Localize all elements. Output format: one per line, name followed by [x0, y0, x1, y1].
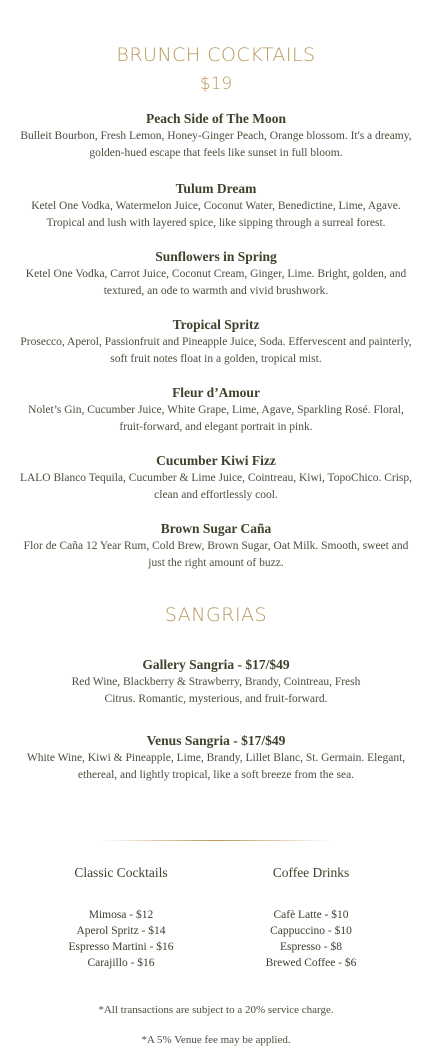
menu-item-description: Ketel One Vodka, Watermelon Juice, Coconut Water, Benedictine, Lime, Agave. Tropical and lush with layered spice, like sipping through a surreal forest.: [31, 200, 401, 229]
classic-cocktails-column: [26, 865, 216, 971]
menu-item-name: Peach Side of The Moon: [145, 111, 286, 126]
menu-item-name: Fleur d’Amour: [172, 385, 260, 400]
venue-fee-note: *A 5% Venue fee may be applied.: [141, 1034, 291, 1046]
service-charge-note: *All transactions are subject to a 20% service charge.: [98, 1004, 334, 1016]
menu-item-description: Nolet’s Gin, Cucumber Juice, White Grape, Lime, Agave, Sparkling Rosé. Floral, fruit-forward, and elegant portrait in pink.: [28, 404, 404, 433]
menu-item-description: Bulleit Bourbon, Fresh Lemon, Honey-Ginger Peach, Orange blossom. It's a dreamy, golden-hued escape that feels like sunset in full bloom.: [20, 130, 412, 159]
menu-item-description: Red Wine, Blackberry & Strawberry, Brandy, Cointreau, Fresh Citrus. Romantic, mysterious, and fruit-forward.: [71, 676, 361, 705]
sangrias-title: SANGRIAS: [164, 604, 268, 626]
classic-cocktails-title: Classic Cocktails: [74, 865, 168, 880]
menu-item-name: Sunflowers in Spring: [155, 249, 277, 264]
list-item: Cappuccino - $10: [270, 925, 352, 937]
list-item: Mimosa - $12: [88, 909, 154, 921]
list-item: Aperol Spritz - $14: [76, 925, 166, 937]
menu-item: [0, 110, 432, 162]
coffee-drinks-title: Coffee Drinks: [272, 865, 350, 880]
menu-item: [0, 316, 432, 368]
menu-item: [0, 384, 432, 436]
brunch-items: [0, 110, 432, 572]
menu-item-name: Venus Sangria - $17/$49: [146, 733, 286, 748]
menu-item-name: Tulum Dream: [175, 181, 257, 196]
menu-item: [0, 180, 432, 232]
menu-item: [0, 656, 432, 708]
menu-item-name: Gallery Sangria - $17/$49: [142, 657, 290, 672]
coffee-drinks-column: [216, 865, 406, 971]
menu-item-name: Tropical Spritz: [172, 317, 260, 332]
extra-menus: [0, 865, 432, 971]
menu-item: [0, 520, 432, 572]
brunch-cocktails-title: BRUNCH COCKTAILS: [116, 44, 316, 66]
menu-item-description: Prosecco, Aperol, Passionfruit and Pineapple Juice, Soda. Effervescent and painterly, soft fruit notes float in a golden, tropical mist.: [20, 336, 412, 365]
brunch-price: $19: [199, 74, 233, 94]
menu-item-name: Cucumber Kiwi Fizz: [156, 453, 276, 468]
menu-item: [0, 248, 432, 300]
menu-item-description: White Wine, Kiwi & Pineapple, Lime, Brandy, Lillet Blanc, St. Germain. Elegant, ethereal, and lightly tropical, like a soft breeze from the sea.: [26, 752, 406, 781]
menu-item-name: Brown Sugar Caña: [160, 521, 272, 536]
list-item: Cafè Latte - $10: [273, 909, 349, 921]
gold-divider: [101, 840, 331, 841]
list-item: Espresso Martini - $16: [68, 941, 174, 953]
list-item: Carajillo - $16: [87, 957, 155, 969]
sangria-items: [0, 656, 432, 784]
list-item: Brewed Coffee - $6: [265, 957, 357, 969]
footnotes: [0, 1003, 432, 1047]
list-item: Espresso - $8: [280, 941, 342, 953]
menu-item-description: Flor de Caña 12 Year Rum, Cold Brew, Brown Sugar, Oat Milk. Smooth, sweet and just the right amount of buzz.: [23, 540, 409, 569]
menu-item: [0, 452, 432, 504]
menu-item-description: Ketel One Vodka, Carrot Juice, Coconut Cream, Ginger, Lime. Bright, golden, and textured, an ode to warmth and vivid brushwork.: [25, 268, 407, 297]
menu-item: [0, 732, 432, 784]
menu-item-description: LALO Blanco Tequila, Cucumber & Lime Juice, Cointreau, Kiwi, TopoChico. Crisp, clean and effortlessly cool.: [19, 472, 413, 501]
